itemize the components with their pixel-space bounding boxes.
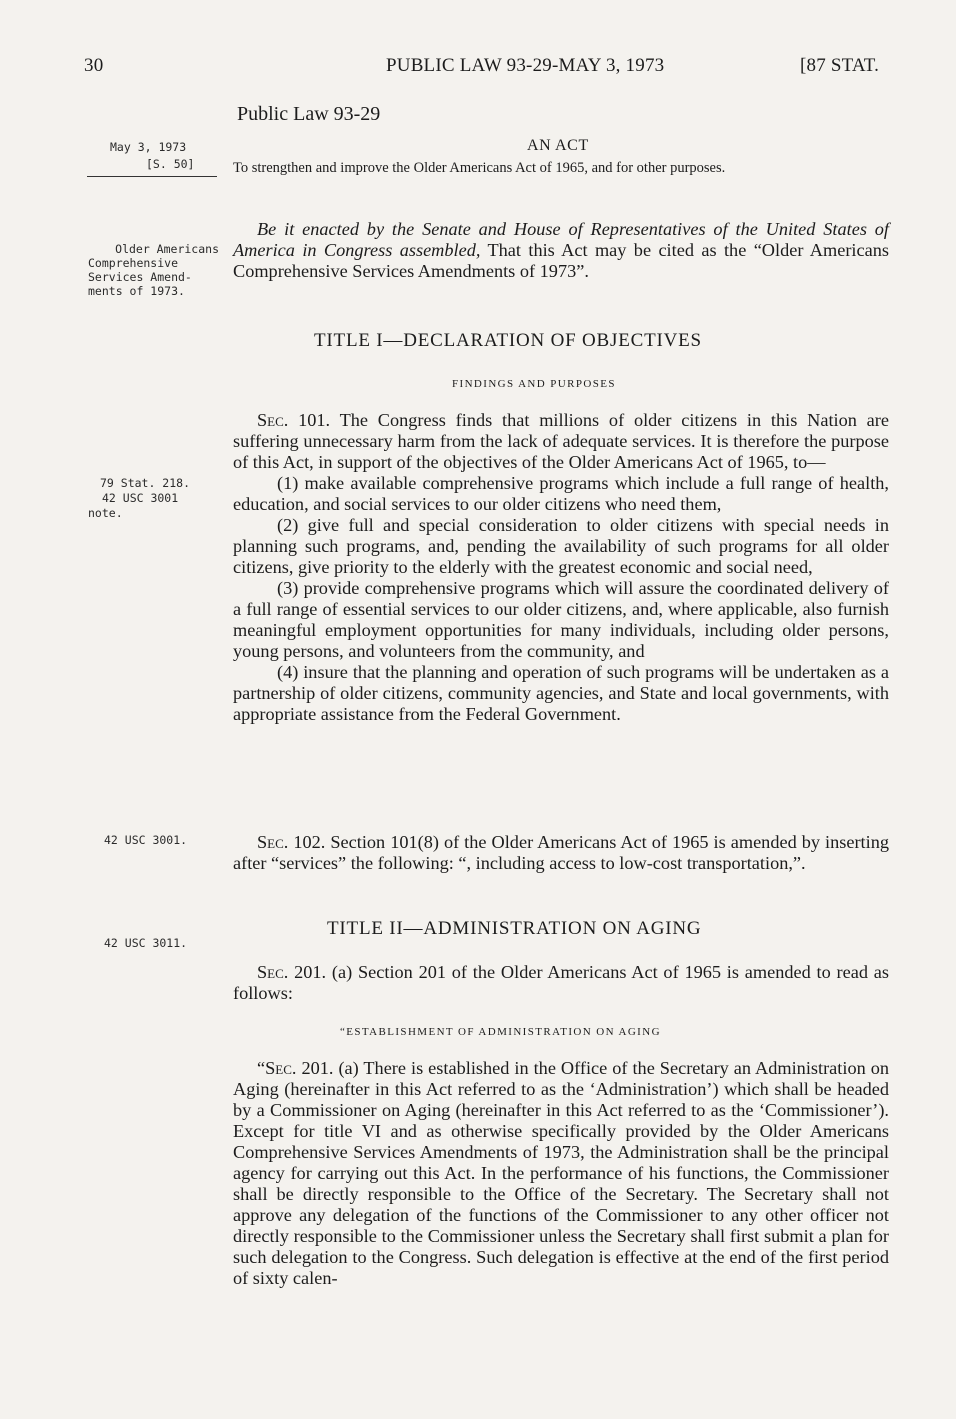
margin-cite-line: 79 Stat. 218. [100,476,191,490]
title-one-heading: TITLE I—DECLARATION OF OBJECTIVES [314,330,702,351]
margin-short-title-line: Comprehensive [88,256,179,270]
act-purpose: To strengthen and improve the Older Americans Act of 1965, and for other purposes. [233,160,726,176]
act-label: AN ACT [527,137,589,154]
margin-short-title-line: ments of 1973. [88,284,185,298]
law-number: Public Law 93-29 [237,103,381,125]
margin-cite-sec201: 42 USC 3011. [104,936,188,950]
objective-item: (1) make available comprehensive programs which include a full range of health, education, and social services to our older citizens who need them, [233,473,889,514]
margin-cite-line: note. [88,506,123,520]
section-101-text: The Congress finds that millions of older citizens in this Nation are suffering unnecessary harm from the lack of adequate services. It is therefore the purpose of this Act, in support of the objectives of the Older Americans Act of 1965, to— [233,410,889,472]
establishment-heading: “ESTABLISHMENT OF ADMINISTRATION ON AGING [340,1026,661,1038]
section-101-label: Sec. 101. [257,410,331,430]
margin-short-title-line: Older Americans [115,242,219,256]
title-one-subheading: FINDINGS AND PURPOSES [452,378,616,390]
objective-item: (4) insure that the planning and operation of such programs will be undertaken as a partnership of older citizens, community agencies, and State and local governments, with appropriate assistance from the Federal Government. [233,662,889,724]
margin-date: May 3, 1973 [110,140,187,154]
quoted-section-201 [233,1058,889,1289]
section-102-label: Sec. 102. [257,832,326,852]
quoted-section-text: (a) There is established in the Office of the Secretary an Administration on Aging (hereinafter in this Act referred to as the ‘Administration’) which shall be headed by a Commissioner on Aging (hereinafter in this Act referred to as the ‘Commissioner’). Except for title VI and as otherwise specifically provided by the Older Americans Comprehensive Services Amendments of 1973, the Administration shall be the principal agency for carrying out this Act. In the performance of his functions, the Commissioner shall be directly responsible to the Office of the Secretary. The Secretary shall not approve any delegation of the functions of the Commissioner to any other officer not directly responsible to the Commissioner unless the Secretary shall first submit a plan for such delegation to the Congress. Such delegation is effective at the end of the first period of sixty calen- [233,1058,889,1288]
margin-bill-number: [S. 50] [146,157,195,171]
section-102-text: Section 101(8) of the Older Americans Act of 1965 is amended by inserting after “services” the following: “, including access to low-cost transportation,”. [233,832,889,873]
section-102 [233,832,889,874]
section-101 [233,410,889,725]
margin-short-title [88,242,219,298]
section-201-text: (a) Section 201 of the Older Americans Act of 1965 is amended to read as follows: [233,962,889,1003]
title-two-heading: TITLE II—ADMINISTRATION ON AGING [327,918,702,939]
quoted-section-label: “Sec. 201. [257,1058,334,1078]
enacting-clause [233,219,889,282]
margin-cite-sec102: 42 USC 3001. [104,833,188,847]
section-201 [233,962,889,1004]
margin-cite-line: 42 USC 3001 [102,491,179,505]
margin-cite-sec101 [88,476,191,521]
enacting-clause-italic: Be it enacted by the Senate and House of Representatives of the United States of America in Congress assembled, [233,219,889,260]
page-number: 30 [84,55,104,76]
statute-reference: [87 STAT. [800,55,880,76]
margin-divider [87,176,217,177]
margin-short-title-line: Services Amend- [88,270,192,284]
objective-item: (3) provide comprehensive programs which will assure the coordinated delivery of a full range of essential services to our older citizens, and, where applicable, also furnish meaningful employment opportunities for many individuals, including older persons, young persons, and volunteers from the community, and [233,578,889,661]
enacting-clause-text: That this Act may be cited as the “Older Americans Comprehensive Services Amendments of 1973”. [233,240,889,281]
objective-item: (2) give full and special consideration to older citizens with special needs in planning such programs, and, pending the availability of such programs for all older citizens, give priority to the elderly with the greatest economic and social need, [233,515,889,577]
running-title: PUBLIC LAW 93-29-MAY 3, 1973 [386,55,665,76]
section-201-label: Sec. 201. [257,962,327,982]
